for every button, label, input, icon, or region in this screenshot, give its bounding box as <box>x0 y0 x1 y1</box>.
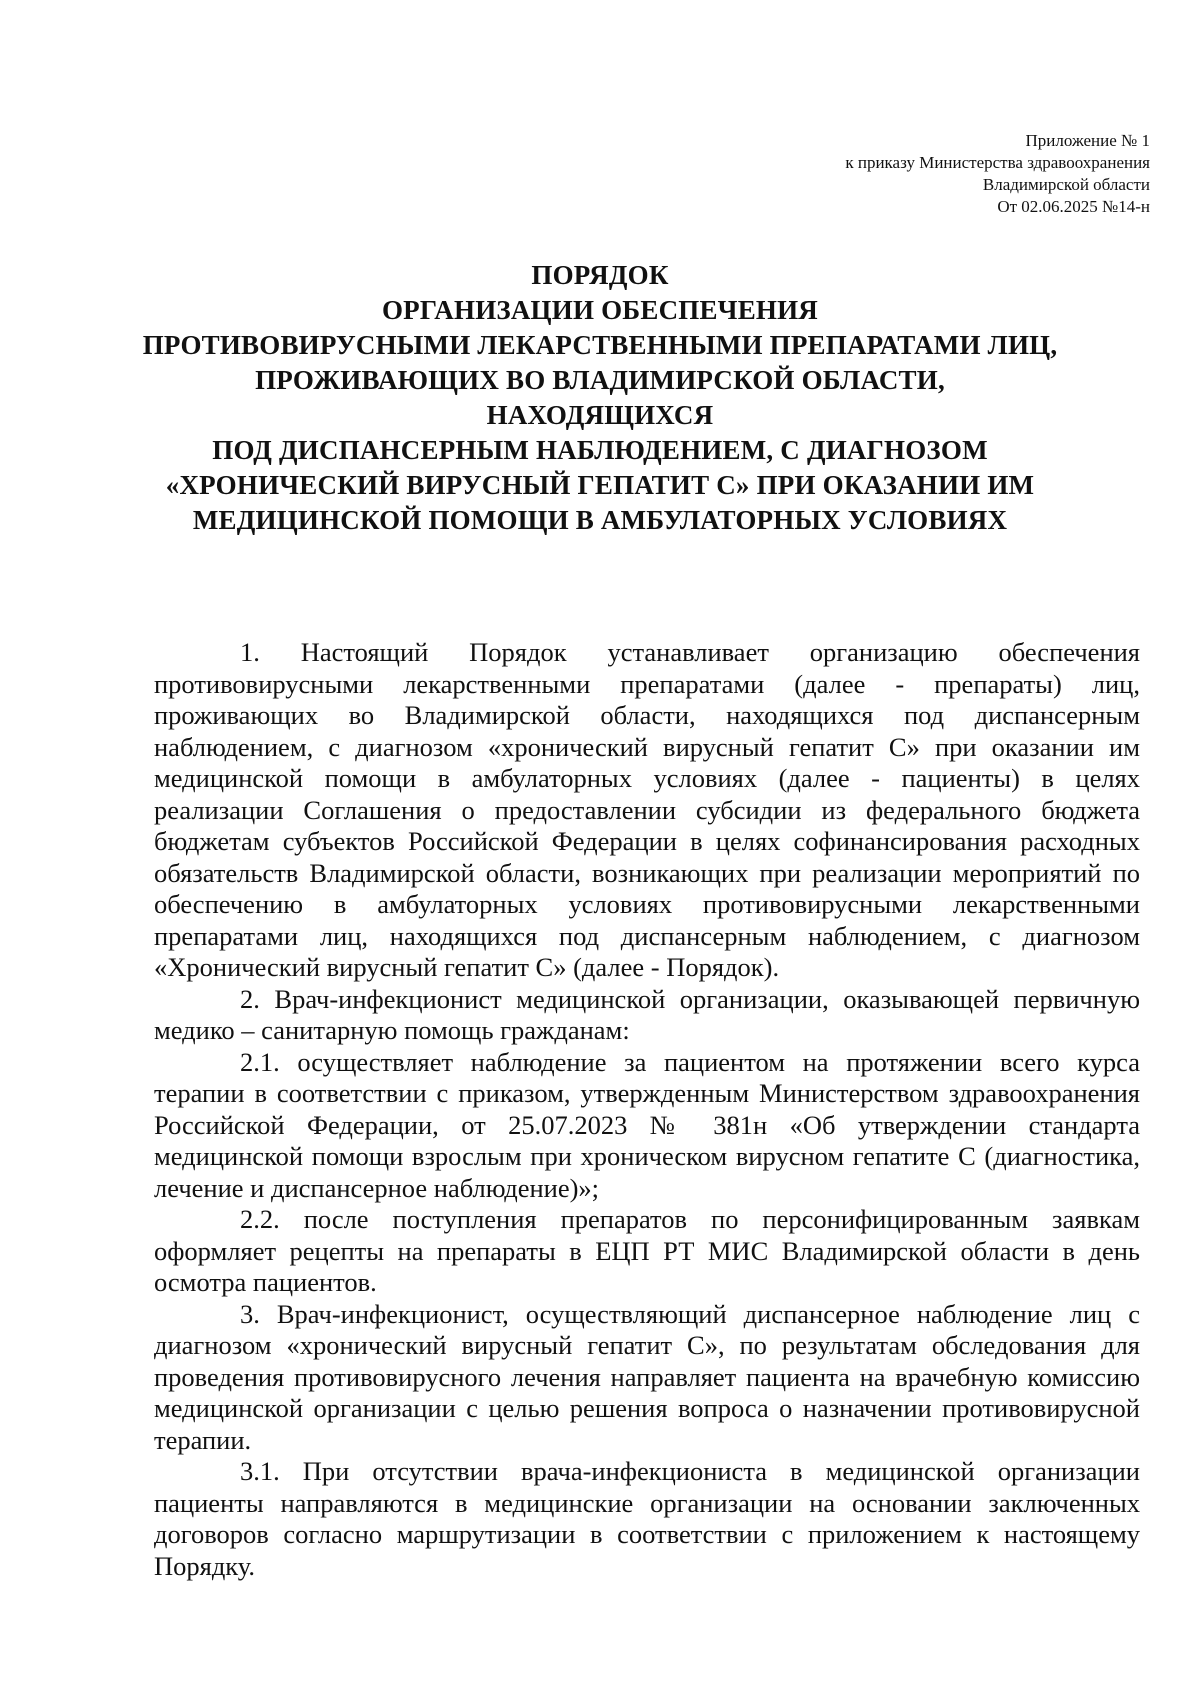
paragraph-3-1: 3.1. При отсутствии врача-инфекциониста в медицинской организации пациенты направляются в медицинские организации на основании заключенных договоров согласно маршрутизации в соответствии с приложением к настоящему Порядку. <box>154 1456 1140 1581</box>
paragraph-1: 1. Настоящий Порядок устанавливает организацию обеспечения противовирусными лекарственными препаратами (далее - препараты) лиц, проживающих во Владимирской области, находящихся под диспансерным наблюдением, с диагнозом «хронический вирусный гепатит С» при оказании им медицинской помощи в амбулаторных условиях (далее - пациенты) в целях реализации Соглашения о предоставлении субсидии из федерального бюджета бюджетам субъектов Российской Федерации в целях софинансирования расходных обязательств Владимирской области, возникающих при реализации мероприятий по обеспечению в амбулаторных условиях противовирусными лекарственными препаратами лиц, находящихся под диспансерным наблюдением, с диагнозом «Хронический вирусный гепатит С» (далее - Порядок). <box>154 637 1140 982</box>
annex-date: От 02.06.2025 №14-н <box>997 197 1150 216</box>
title-line: ПРОЖИВАЮЩИХ ВО ВЛАДИМИРСКОЙ ОБЛАСТИ, <box>255 365 945 395</box>
annex-region: Владимирской области <box>982 175 1150 194</box>
annex-order-ref: к приказу Министерства здравоохранения <box>845 153 1150 172</box>
paragraph-2-2: 2.2. после поступления препаратов по персонифицированным заявкам оформляет рецепты на препараты в ЕЦП РТ МИС Владимирской области в день осмотра пациентов. <box>154 1204 1140 1297</box>
paragraph-2-1: 2.1. осуществляет наблюдение за пациентом на протяжении всего курса терапии в соответствии с приказом, утвержденным Министерством здравоохранения Российской Федерации, от 25.07.2023 № 381н «Об утверждении стандарта медицинской помощи взрослым при хроническом вирусном гепатите С (диагностика, лечение и диспансерное наблюдение)»; <box>154 1046 1140 1203</box>
paragraph-2: 2. Врач-инфекционист медицинской организации, оказывающей первичную медико – санитарную помощь гражданам: <box>154 983 1140 1045</box>
title-line: ПОД ДИСПАНСЕРНЫМ НАБЛЮДЕНИЕМ, С ДИАГНОЗОМ <box>212 435 988 465</box>
annex-header <box>550 130 1150 218</box>
title-line: НАХОДЯЩИХСЯ <box>486 400 714 430</box>
title-line: МЕДИЦИНСКОЙ ПОМОЩИ В АМБУЛАТОРНЫХ УСЛОВИЯХ <box>192 505 1008 535</box>
document-title <box>60 258 1140 538</box>
title-line: ПРОТИВОВИРУСНЫМИ ЛЕКАРСТВЕННЫМИ ПРЕПАРАТАМИ ЛИЦ, <box>142 330 1058 360</box>
title-line: ПОРЯДОК <box>531 260 669 290</box>
document-body <box>154 637 1140 1582</box>
annex-number: Приложение № 1 <box>1025 131 1150 150</box>
title-line: ОРГАНИЗАЦИИ ОБЕСПЕЧЕНИЯ <box>381 295 819 325</box>
paragraph-3: 3. Врач-инфекционист, осуществляющий диспансерное наблюдение лиц с диагнозом «хронический вирусный гепатит С», по результатам обследования для проведения противовирусного лечения направляет пациента на врачебную комиссию медицинской организации с целью решения вопроса о назначении противовирусной терапии. <box>154 1298 1140 1455</box>
title-line: «ХРОНИЧЕСКИЙ ВИРУСНЫЙ ГЕПАТИТ С» ПРИ ОКАЗАНИИ ИМ <box>165 470 1035 500</box>
